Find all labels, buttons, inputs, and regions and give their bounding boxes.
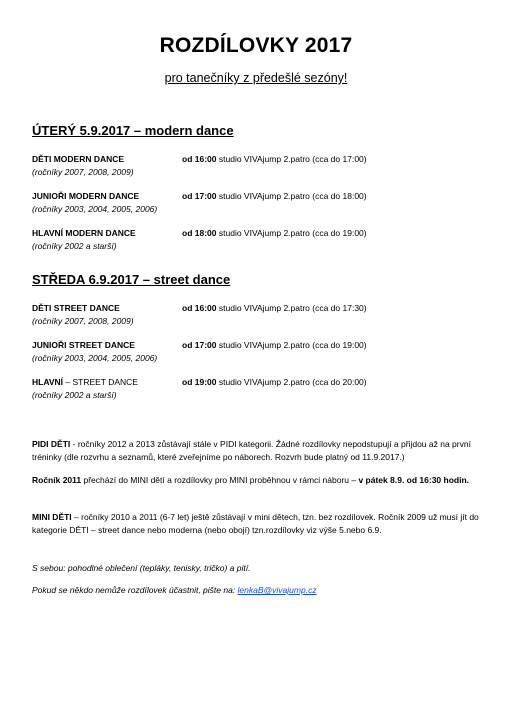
item-time — [182, 303, 367, 313]
item-place: studio VIVAjump 2.patro (cca do 19:00) — [218, 228, 367, 238]
item-years: (ročníky 2003, 2004, 2005, 2006) — [32, 204, 158, 214]
note-rocnik-label: Ročník 2011 — [32, 475, 82, 485]
item-time-start: od 19:00 — [182, 377, 217, 387]
item-time — [182, 154, 367, 164]
note-rocnik-text: přechází do MINI dětí a rozdílovky pro MINI proběhnou v rámci náboru – — [81, 475, 359, 485]
item-time — [182, 191, 367, 201]
note-pidi — [32, 438, 488, 464]
item-place: studio VIVAjump 2.patro (cca do 18:00) — [218, 191, 367, 201]
note-pidi-label: PIDI DĚTI — [32, 439, 71, 449]
note-rocnik-bold: v pátek 8.9. od 16:30 hodin. — [358, 475, 470, 485]
item-name-bold: HLAVNÍ — [32, 377, 64, 387]
item-time-start: od 17:00 — [182, 191, 217, 201]
item-years: (ročníky 2002 a starší) — [32, 241, 117, 251]
item-name: JUNIOŘI STREET DANCE — [32, 340, 135, 350]
section-heading-wednesday: STŘEDA 6.9.2017 – street dance — [32, 272, 231, 287]
item-name: HLAVNÍ MODERN DANCE — [32, 228, 136, 238]
item-place: studio VIVAjump 2.patro (cca do 20:00) — [218, 377, 367, 387]
item-time-start: od 17:00 — [182, 340, 217, 350]
note-mini-label: MINI DĚTI — [32, 512, 72, 522]
item-name-rest: – STREET DANCE — [63, 377, 138, 387]
item-name: DĚTI STREET DANCE — [32, 303, 120, 313]
item-years: (ročníky 2007, 2008, 2009) — [32, 316, 134, 326]
note-rocnik-2011 — [32, 474, 488, 487]
note-contact — [32, 584, 488, 597]
item-name: DĚTI MODERN DANCE — [32, 154, 125, 164]
page-title: ROZDÍLOVKY 2017 — [159, 34, 353, 57]
section-heading-tuesday: ÚTERÝ 5.9.2017 – modern dance — [32, 123, 234, 138]
item-time — [182, 228, 367, 238]
item-years: (ročníky 2003, 2004, 2005, 2006) — [32, 353, 158, 363]
item-place: studio VIVAjump 2.patro (cca do 17:30) — [218, 303, 367, 313]
note-mini — [32, 511, 488, 537]
item-time — [182, 377, 367, 387]
note-contact-text: Pokud se někdo nemůže rozdílovek účastnit, pište na: — [32, 585, 238, 595]
item-place: studio VIVAjump 2.patro (cca do 19:00) — [218, 340, 367, 350]
note-pidi-text: - ročníky 2012 a 2013 zůstávají stále v PIDI kategorii. Žádné rozdílovky nepodstupují a přijdou až na první tréninky (dle rozvrhu a seznamů, které zveřejníme po náborech. Rozvrh bude platný od 11.9.2017.) — [32, 439, 471, 462]
note-bring: S sebou: pohodlné oblečení (tepláky, tenisky, tričko) a pití. — [32, 563, 251, 573]
item-name: JUNIOŘI MODERN DANCE — [32, 191, 140, 201]
item-place: studio VIVAjump 2.patro (cca do 17:00) — [218, 154, 367, 164]
note-mini-text: – ročníky 2010 a 2011 (6-7 let) ještě zůstávají v mini dětech, tzn. bez rozdílovek. Ročník 2009 už musí jít do kategorie DĚTI – street dance nebo moderna (nebo obojí) tzn.rozdílovky viz výše 5.nebo 6.9. — [32, 512, 479, 535]
contact-email-link[interactable]: lenkaB@vivajump.cz — [237, 585, 317, 595]
item-time-start: od 16:00 — [182, 154, 217, 164]
item-years: (ročníky 2002 a starší) — [32, 390, 117, 400]
page-subtitle: pro tanečníky z předešlé sezóny! — [164, 71, 348, 85]
item-time-start: od 16:00 — [182, 303, 217, 313]
item-time — [182, 340, 367, 350]
item-name — [32, 377, 138, 387]
item-years: (ročníky 2007, 2008, 2009) — [32, 167, 134, 177]
item-time-start: od 18:00 — [182, 228, 217, 238]
